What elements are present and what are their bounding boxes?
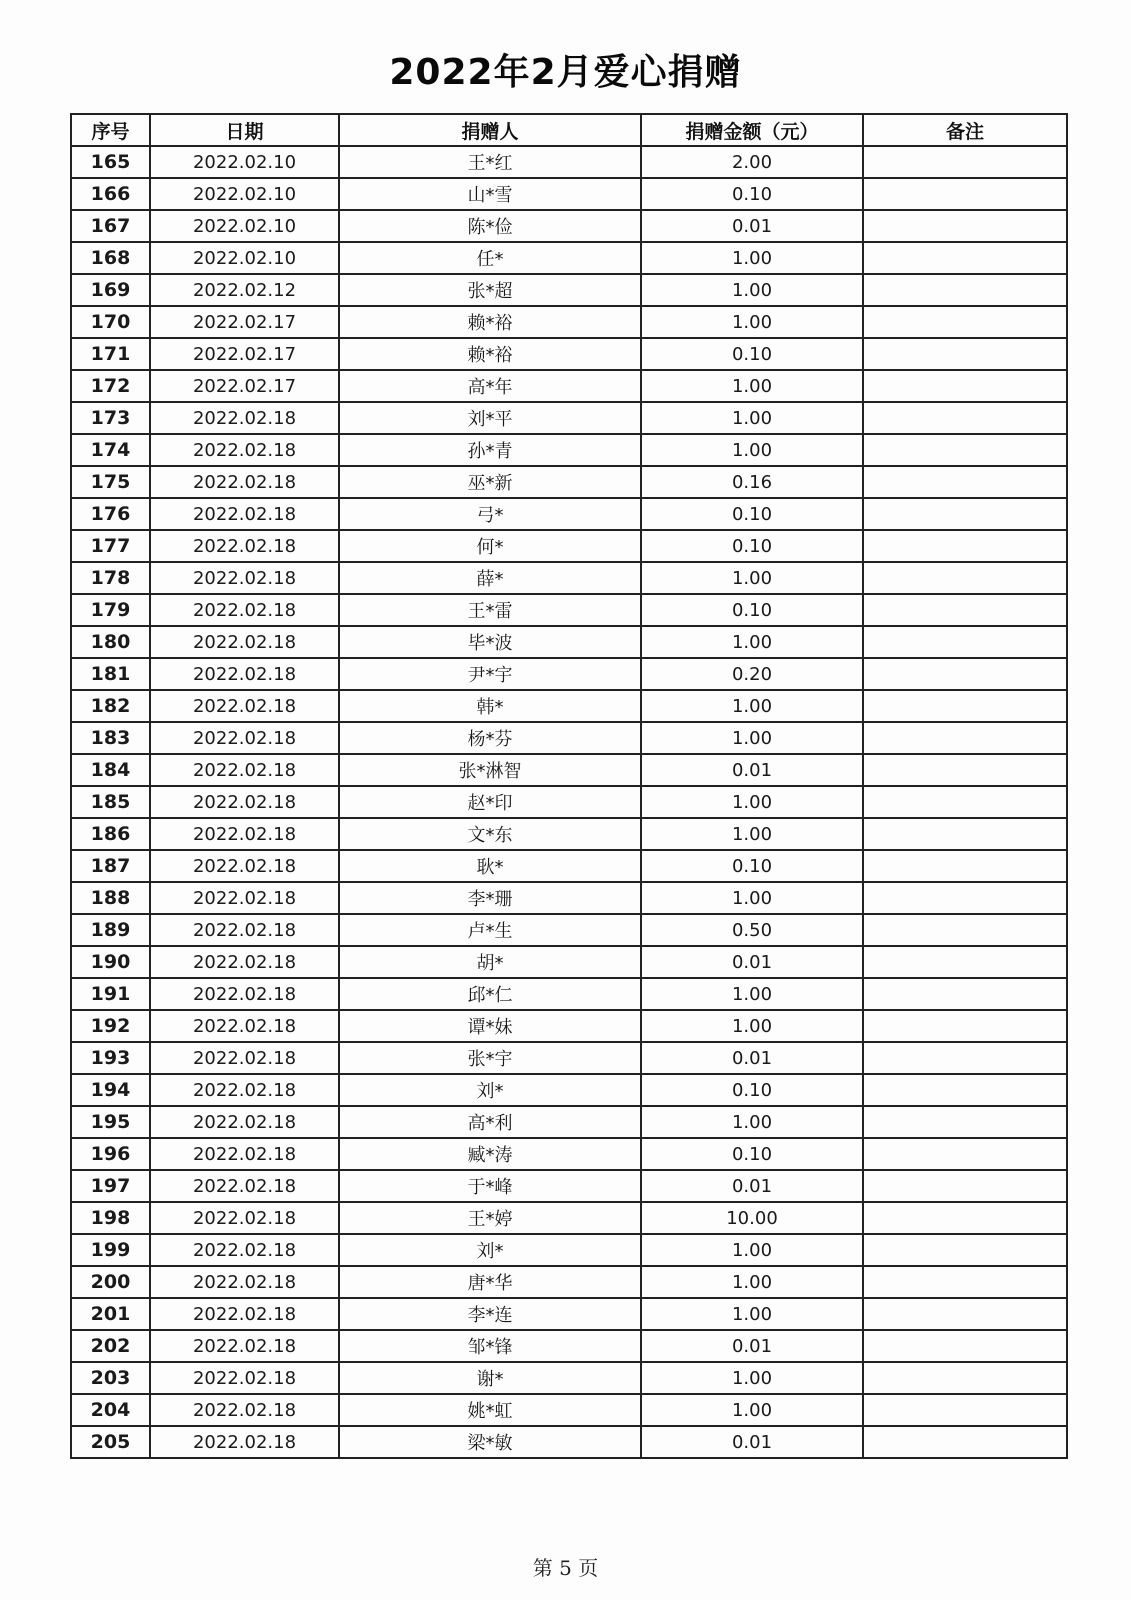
cell-amount: 1.00 (641, 882, 863, 914)
cell-note (863, 754, 1067, 786)
cell-note (863, 946, 1067, 978)
cell-no: 190 (71, 946, 150, 978)
table-row (71, 338, 1067, 370)
cell-date: 2022.02.18 (150, 402, 339, 434)
cell-no: 193 (71, 1042, 150, 1074)
cell-no: 189 (71, 914, 150, 946)
cell-date: 2022.02.18 (150, 1042, 339, 1074)
cell-amount: 1.00 (641, 370, 863, 402)
cell-amount: 0.01 (641, 1042, 863, 1074)
cell-date: 2022.02.18 (150, 850, 339, 882)
table-row (71, 1074, 1067, 1106)
table-row (71, 1362, 1067, 1394)
cell-date: 2022.02.17 (150, 338, 339, 370)
cell-note (863, 338, 1067, 370)
cell-amount: 1.00 (641, 1362, 863, 1394)
cell-note (863, 498, 1067, 530)
cell-no: 191 (71, 978, 150, 1010)
cell-date: 2022.02.18 (150, 1394, 339, 1426)
cell-amount: 0.01 (641, 1426, 863, 1458)
table-row (71, 146, 1067, 178)
cell-date: 2022.02.18 (150, 1202, 339, 1234)
cell-donor: 刘* (339, 1074, 641, 1106)
page-number: 第 5 页 (532, 1556, 599, 1580)
cell-no: 198 (71, 1202, 150, 1234)
cell-amount: 1.00 (641, 562, 863, 594)
cell-no: 179 (71, 594, 150, 626)
cell-date: 2022.02.10 (150, 242, 339, 274)
cell-date: 2022.02.18 (150, 1330, 339, 1362)
cell-donor: 刘*平 (339, 402, 641, 434)
table-row (71, 1426, 1067, 1458)
cell-donor: 韩* (339, 690, 641, 722)
table-row (71, 562, 1067, 594)
cell-date: 2022.02.18 (150, 562, 339, 594)
cell-note (863, 1426, 1067, 1458)
cell-donor: 耿* (339, 850, 641, 882)
cell-donor: 邱*仁 (339, 978, 641, 1010)
table-row (71, 786, 1067, 818)
cell-no: 187 (71, 850, 150, 882)
cell-amount: 1.00 (641, 690, 863, 722)
cell-no: 185 (71, 786, 150, 818)
table-row (71, 1170, 1067, 1202)
cell-no: 181 (71, 658, 150, 690)
cell-note (863, 1106, 1067, 1138)
cell-donor: 臧*涛 (339, 1138, 641, 1170)
cell-date: 2022.02.18 (150, 1362, 339, 1394)
cell-amount: 0.01 (641, 210, 863, 242)
cell-date: 2022.02.10 (150, 210, 339, 242)
cell-amount: 1.00 (641, 306, 863, 338)
cell-no: 167 (71, 210, 150, 242)
cell-no: 172 (71, 370, 150, 402)
cell-donor: 李*珊 (339, 882, 641, 914)
cell-amount: 0.16 (641, 466, 863, 498)
cell-donor: 赵*印 (339, 786, 641, 818)
cell-note (863, 658, 1067, 690)
cell-donor: 王*红 (339, 146, 641, 178)
cell-no: 175 (71, 466, 150, 498)
cell-note (863, 466, 1067, 498)
cell-donor: 张*淋智 (339, 754, 641, 786)
cell-donor: 李*连 (339, 1298, 641, 1330)
cell-date: 2022.02.18 (150, 946, 339, 978)
cell-donor: 任* (339, 242, 641, 274)
cell-donor: 卢*生 (339, 914, 641, 946)
cell-amount: 2.00 (641, 146, 863, 178)
cell-date: 2022.02.18 (150, 1010, 339, 1042)
table-row (71, 1266, 1067, 1298)
column-header-no: 序号 (71, 114, 150, 146)
cell-amount: 1.00 (641, 626, 863, 658)
table-row (71, 242, 1067, 274)
cell-no: 173 (71, 402, 150, 434)
cell-note (863, 1202, 1067, 1234)
table-row (71, 178, 1067, 210)
cell-no: 201 (71, 1298, 150, 1330)
cell-no: 182 (71, 690, 150, 722)
cell-amount: 1.00 (641, 722, 863, 754)
column-header-note: 备注 (863, 114, 1067, 146)
cell-date: 2022.02.18 (150, 1106, 339, 1138)
cell-donor: 薛* (339, 562, 641, 594)
cell-note (863, 690, 1067, 722)
cell-date: 2022.02.18 (150, 594, 339, 626)
table-row (71, 850, 1067, 882)
cell-donor: 孙*青 (339, 434, 641, 466)
cell-date: 2022.02.17 (150, 370, 339, 402)
cell-date: 2022.02.18 (150, 1170, 339, 1202)
cell-date: 2022.02.10 (150, 146, 339, 178)
cell-amount: 1.00 (641, 434, 863, 466)
cell-note (863, 626, 1067, 658)
cell-amount: 1.00 (641, 786, 863, 818)
cell-note (863, 850, 1067, 882)
table-row (71, 498, 1067, 530)
cell-no: 165 (71, 146, 150, 178)
cell-note (863, 722, 1067, 754)
cell-donor: 尹*宇 (339, 658, 641, 690)
column-header-date: 日期 (150, 114, 339, 146)
document-title: 2022年2月爱心捐赠 (389, 52, 742, 93)
table-body (71, 146, 1067, 1458)
cell-donor: 高*年 (339, 370, 641, 402)
table-row (71, 306, 1067, 338)
cell-donor: 巫*新 (339, 466, 641, 498)
cell-note (863, 402, 1067, 434)
cell-amount: 0.10 (641, 1074, 863, 1106)
cell-note (863, 1394, 1067, 1426)
cell-no: 203 (71, 1362, 150, 1394)
cell-amount: 1.00 (641, 1234, 863, 1266)
cell-no: 197 (71, 1170, 150, 1202)
cell-date: 2022.02.18 (150, 1234, 339, 1266)
cell-no: 196 (71, 1138, 150, 1170)
cell-note (863, 1234, 1067, 1266)
cell-amount: 0.10 (641, 850, 863, 882)
table-row (71, 1298, 1067, 1330)
cell-amount: 0.10 (641, 498, 863, 530)
cell-note (863, 1138, 1067, 1170)
cell-amount: 1.00 (641, 1106, 863, 1138)
cell-date: 2022.02.18 (150, 498, 339, 530)
cell-donor: 胡* (339, 946, 641, 978)
table-row (71, 1106, 1067, 1138)
cell-donor: 谢* (339, 1362, 641, 1394)
cell-note (863, 434, 1067, 466)
cell-amount: 10.00 (641, 1202, 863, 1234)
cell-donor: 谭*妹 (339, 1010, 641, 1042)
cell-no: 180 (71, 626, 150, 658)
table-row (71, 818, 1067, 850)
table-row (71, 1234, 1067, 1266)
cell-donor: 山*雪 (339, 178, 641, 210)
cell-date: 2022.02.18 (150, 626, 339, 658)
cell-no: 183 (71, 722, 150, 754)
cell-amount: 0.01 (641, 754, 863, 786)
cell-note (863, 1298, 1067, 1330)
cell-date: 2022.02.18 (150, 1426, 339, 1458)
cell-date: 2022.02.18 (150, 658, 339, 690)
cell-date: 2022.02.18 (150, 882, 339, 914)
cell-donor: 张*超 (339, 274, 641, 306)
cell-date: 2022.02.17 (150, 306, 339, 338)
table-row (71, 1394, 1067, 1426)
cell-note (863, 178, 1067, 210)
column-header-donor: 捐赠人 (339, 114, 641, 146)
cell-amount: 1.00 (641, 402, 863, 434)
table-row (71, 882, 1067, 914)
cell-amount: 0.01 (641, 1170, 863, 1202)
cell-note (863, 370, 1067, 402)
cell-date: 2022.02.18 (150, 1074, 339, 1106)
cell-amount: 0.50 (641, 914, 863, 946)
cell-amount: 1.00 (641, 1298, 863, 1330)
cell-amount: 0.10 (641, 338, 863, 370)
cell-note (863, 978, 1067, 1010)
cell-donor: 唐*华 (339, 1266, 641, 1298)
cell-note (863, 786, 1067, 818)
cell-note (863, 1330, 1067, 1362)
cell-note (863, 274, 1067, 306)
cell-date: 2022.02.18 (150, 914, 339, 946)
table-row (71, 530, 1067, 562)
cell-note (863, 530, 1067, 562)
cell-donor: 赖*裕 (339, 338, 641, 370)
cell-date: 2022.02.18 (150, 1298, 339, 1330)
cell-date: 2022.02.18 (150, 690, 339, 722)
cell-note (863, 1010, 1067, 1042)
cell-date: 2022.02.18 (150, 1266, 339, 1298)
cell-note (863, 1074, 1067, 1106)
cell-amount: 0.10 (641, 594, 863, 626)
cell-no: 174 (71, 434, 150, 466)
cell-donor: 邹*锋 (339, 1330, 641, 1362)
cell-amount: 0.10 (641, 178, 863, 210)
cell-amount: 0.10 (641, 530, 863, 562)
cell-date: 2022.02.18 (150, 530, 339, 562)
cell-donor: 文*东 (339, 818, 641, 850)
table-row (71, 1010, 1067, 1042)
cell-amount: 1.00 (641, 978, 863, 1010)
table-row (71, 658, 1067, 690)
cell-note (863, 210, 1067, 242)
table-row (71, 466, 1067, 498)
column-header-amount: 捐赠金额（元） (641, 114, 863, 146)
cell-no: 188 (71, 882, 150, 914)
cell-date: 2022.02.18 (150, 722, 339, 754)
cell-amount: 0.01 (641, 946, 863, 978)
cell-note (863, 914, 1067, 946)
cell-note (863, 146, 1067, 178)
table-row (71, 210, 1067, 242)
cell-donor: 何* (339, 530, 641, 562)
cell-note (863, 594, 1067, 626)
cell-no: 199 (71, 1234, 150, 1266)
table-header-row (71, 114, 1067, 146)
table-row (71, 1202, 1067, 1234)
cell-date: 2022.02.10 (150, 178, 339, 210)
cell-date: 2022.02.18 (150, 754, 339, 786)
cell-date: 2022.02.18 (150, 1138, 339, 1170)
table-row (71, 722, 1067, 754)
cell-no: 171 (71, 338, 150, 370)
cell-donor: 陈*俭 (339, 210, 641, 242)
cell-note (863, 306, 1067, 338)
cell-note (863, 562, 1067, 594)
cell-date: 2022.02.18 (150, 818, 339, 850)
cell-note (863, 1266, 1067, 1298)
cell-no: 195 (71, 1106, 150, 1138)
cell-donor: 弓* (339, 498, 641, 530)
cell-note (863, 242, 1067, 274)
table-row (71, 978, 1067, 1010)
cell-date: 2022.02.18 (150, 434, 339, 466)
cell-amount: 1.00 (641, 1266, 863, 1298)
cell-no: 184 (71, 754, 150, 786)
cell-donor: 赖*裕 (339, 306, 641, 338)
cell-amount: 1.00 (641, 818, 863, 850)
cell-no: 192 (71, 1010, 150, 1042)
cell-donor: 张*宇 (339, 1042, 641, 1074)
cell-amount: 1.00 (641, 274, 863, 306)
table-row (71, 594, 1067, 626)
cell-amount: 1.00 (641, 1394, 863, 1426)
table-row (71, 274, 1067, 306)
table-row (71, 402, 1067, 434)
cell-no: 200 (71, 1266, 150, 1298)
cell-no: 166 (71, 178, 150, 210)
table-row (71, 370, 1067, 402)
donation-table (70, 113, 1068, 1459)
cell-donor: 梁*敏 (339, 1426, 641, 1458)
cell-no: 177 (71, 530, 150, 562)
cell-no: 186 (71, 818, 150, 850)
cell-note (863, 1042, 1067, 1074)
cell-donor: 杨*芬 (339, 722, 641, 754)
cell-donor: 王*雷 (339, 594, 641, 626)
cell-date: 2022.02.18 (150, 978, 339, 1010)
cell-donor: 姚*虹 (339, 1394, 641, 1426)
cell-no: 170 (71, 306, 150, 338)
table-row (71, 1138, 1067, 1170)
cell-date: 2022.02.18 (150, 786, 339, 818)
table-row (71, 754, 1067, 786)
cell-no: 178 (71, 562, 150, 594)
cell-date: 2022.02.18 (150, 466, 339, 498)
cell-amount: 0.20 (641, 658, 863, 690)
cell-amount: 1.00 (641, 1010, 863, 1042)
cell-amount: 0.01 (641, 1330, 863, 1362)
table-row (71, 914, 1067, 946)
cell-no: 204 (71, 1394, 150, 1426)
cell-no: 205 (71, 1426, 150, 1458)
cell-amount: 0.10 (641, 1138, 863, 1170)
cell-note (863, 882, 1067, 914)
cell-donor: 高*利 (339, 1106, 641, 1138)
table-row (71, 1330, 1067, 1362)
table-row (71, 690, 1067, 722)
table-row (71, 1042, 1067, 1074)
cell-donor: 于*峰 (339, 1170, 641, 1202)
cell-note (863, 1170, 1067, 1202)
cell-amount: 1.00 (641, 242, 863, 274)
cell-no: 202 (71, 1330, 150, 1362)
table-row (71, 626, 1067, 658)
cell-no: 194 (71, 1074, 150, 1106)
cell-note (863, 1362, 1067, 1394)
cell-donor: 刘* (339, 1234, 641, 1266)
cell-donor: 王*婷 (339, 1202, 641, 1234)
cell-no: 176 (71, 498, 150, 530)
cell-no: 168 (71, 242, 150, 274)
cell-date: 2022.02.12 (150, 274, 339, 306)
cell-no: 169 (71, 274, 150, 306)
table-row (71, 946, 1067, 978)
cell-note (863, 818, 1067, 850)
cell-donor: 毕*波 (339, 626, 641, 658)
table-row (71, 434, 1067, 466)
